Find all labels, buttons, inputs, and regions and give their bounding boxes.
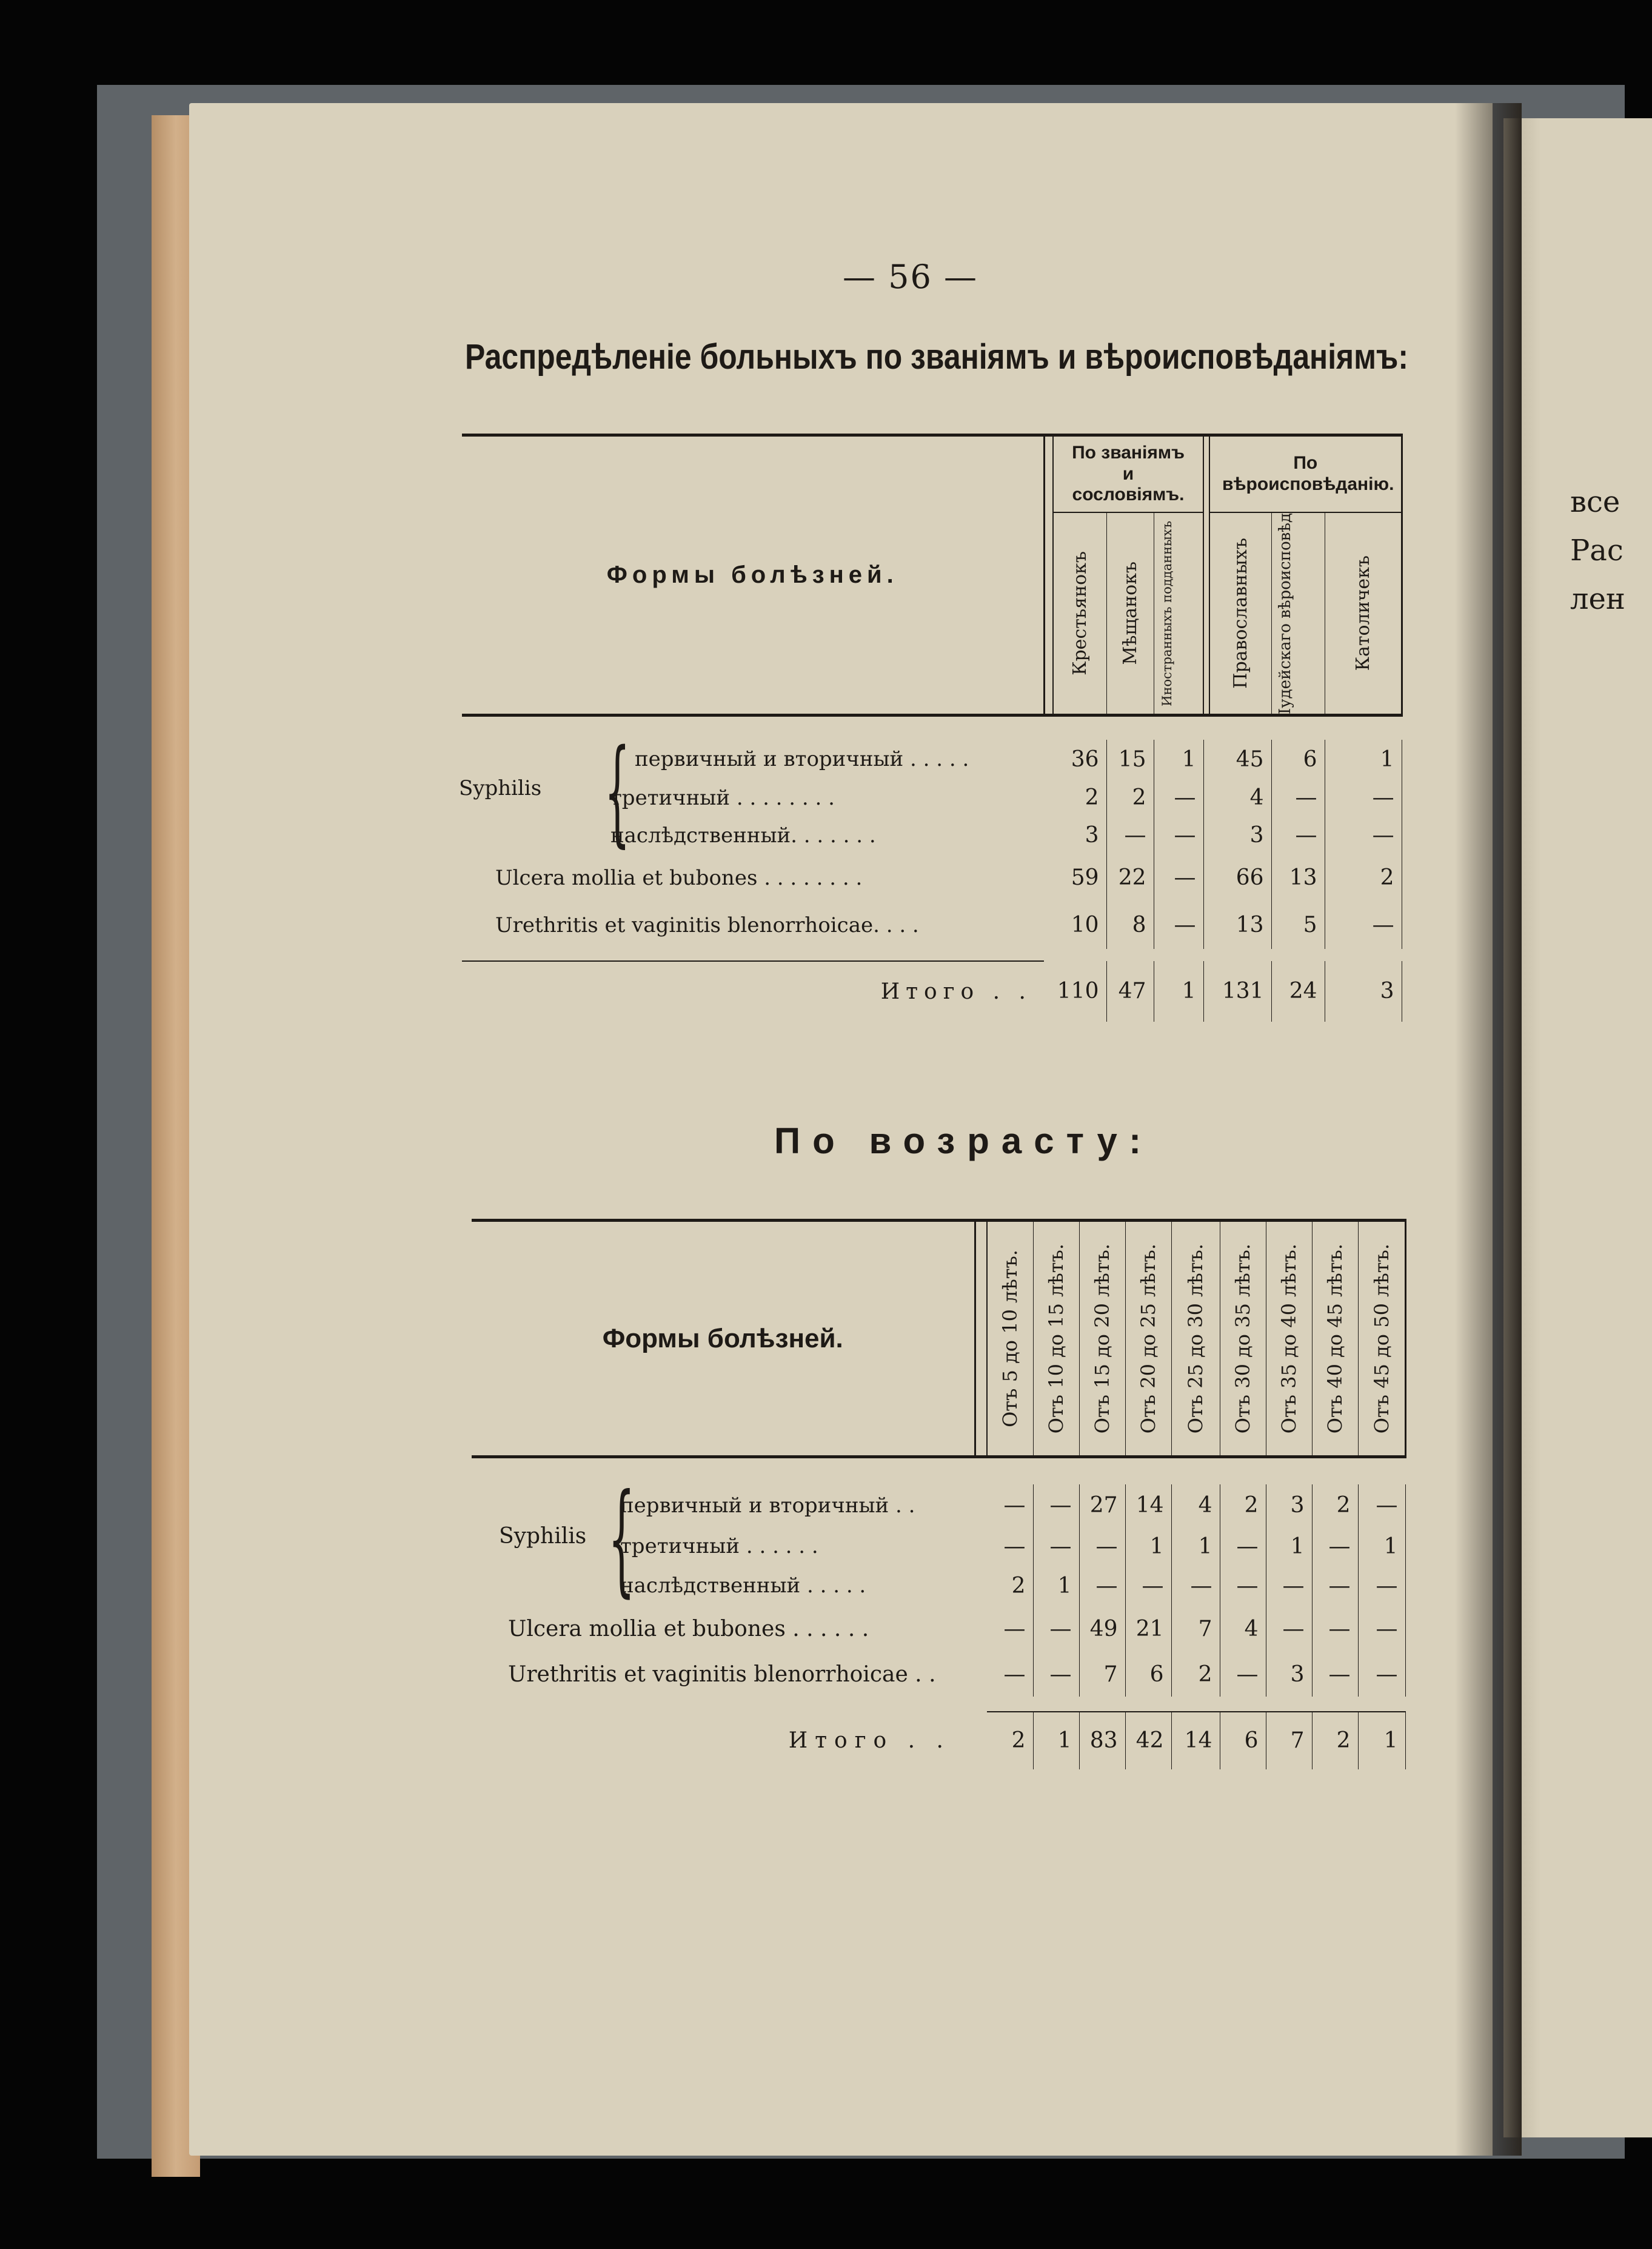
cell: — [1271,779,1325,817]
cell: 7 [1171,1606,1220,1653]
col-header: Иностранныхъ подданныхъ [1159,520,1174,706]
cell: 2 [987,1712,1033,1769]
cell: 1 [1033,1712,1079,1769]
cell: — [987,1653,1033,1697]
cell: 6 [1271,740,1325,779]
cell: 2 [1220,1484,1266,1527]
cell: 1 [1266,1527,1312,1566]
cell: 1 [1033,1566,1079,1606]
cell: — [987,1484,1033,1527]
table-row [462,854,1402,902]
cell: 2 [1171,1653,1220,1697]
col-header: Католичекъ [1352,555,1374,671]
cell: 14 [1125,1484,1171,1527]
cell: 1 [1154,961,1203,1022]
cell: 15 [1106,740,1154,779]
cell: 2 [1325,854,1402,902]
cell: 3 [1053,817,1106,854]
cell: — [1033,1484,1079,1527]
col-header: Отъ 25 до 30 лѣтъ. [1184,1243,1207,1434]
cell: 59 [1053,854,1106,902]
row-label: Ulcera mollia et bubones . . . . . . . . [495,865,863,890]
cell: 14 [1171,1712,1220,1769]
cell: — [1171,1566,1220,1606]
cell: — [1033,1653,1079,1697]
cell: — [1266,1566,1312,1606]
cell: 49 [1079,1606,1125,1653]
row-label: третичный . . . . . . [620,1534,818,1558]
cell: 3 [1325,961,1402,1022]
cell: 7 [1079,1653,1125,1697]
cell: 2 [1312,1712,1358,1769]
row-label: Urethritis et vaginitis blenorrhoicae. . . . [495,913,919,937]
cell: — [1220,1653,1266,1697]
cell: 2 [1106,779,1154,817]
table-row [462,740,1402,779]
cell: 22 [1106,854,1154,902]
forms-header-cell [472,1221,975,1457]
right-page-fragment: лен [1570,582,1625,616]
cell: 6 [1125,1653,1171,1697]
row-label: Ulcera mollia et bubones . . . . . . [508,1617,869,1641]
right-page [1503,118,1652,2137]
cell: 27 [1079,1484,1125,1527]
cell: 24 [1271,961,1325,1022]
col-header: Отъ 40 до 45 лѣтъ. [1323,1243,1346,1434]
cell: 36 [1053,740,1106,779]
syphilis-label: Syphilis [499,1523,587,1549]
col-header: Отъ 35 до 40 лѣтъ. [1277,1243,1300,1434]
cell: 42 [1125,1712,1171,1769]
cell: 13 [1271,854,1325,902]
cell: — [1079,1566,1125,1606]
cell: 45 [1209,740,1271,779]
cell: — [1154,817,1203,854]
cell: 1 [1171,1527,1220,1566]
total-row [472,1712,1405,1769]
cell: 4 [1220,1606,1266,1653]
cell: 1 [1125,1527,1171,1566]
group2-header: По вѣроисповѣданію. [1209,435,1402,512]
cell: — [1220,1527,1266,1566]
table-row [472,1484,1405,1527]
row-label: наслѣдственный . . . . . [620,1574,866,1598]
cell: — [1358,1653,1405,1697]
cell: 131 [1209,961,1271,1022]
cell: — [987,1606,1033,1653]
cell: — [1266,1606,1312,1653]
row-label: первичный и вторичный . . [620,1493,915,1518]
total-label: Итого . . [788,1728,951,1753]
col-header: Крестьянокъ [1069,551,1091,675]
cell: 2 [1312,1484,1358,1527]
table2-title: По возрасту: [774,1121,1154,1161]
cell: 4 [1171,1484,1220,1527]
book-gutter [1455,103,1522,2156]
cell: — [1358,1606,1405,1653]
col-header: Отъ 10 до 15 лѣтъ. [1045,1243,1068,1434]
cell: — [1220,1566,1266,1606]
cell: 7 [1266,1712,1312,1769]
cell: 8 [1106,902,1154,949]
cell: — [1312,1527,1358,1566]
brace: { [608,1467,635,1609]
cell: 2 [987,1566,1033,1606]
cell: — [1325,902,1402,949]
right-page-fragment: все [1570,485,1620,519]
cell: — [987,1527,1033,1566]
cell: 4 [1209,779,1271,817]
row-label: Urethritis et vaginitis blenorrhoicae . . [508,1662,936,1687]
cell: — [1154,854,1203,902]
col-header: Отъ 20 до 25 лѣтъ. [1137,1243,1160,1434]
cell: 3 [1266,1484,1312,1527]
group1-header: По званіямъ и сословіямъ. [1053,435,1203,512]
cell: — [1271,817,1325,854]
cell: 21 [1125,1606,1171,1653]
cell: — [1312,1606,1358,1653]
forms-header: Формы болѣзней. [606,561,898,589]
col-header: Отъ 30 до 35 лѣтъ. [1231,1243,1254,1434]
table-row [472,1653,1405,1697]
table-row [472,1606,1405,1653]
total-label: Итого . . [880,979,1032,1004]
cell: 1 [1154,740,1203,779]
cell: — [1154,902,1203,949]
cell: 2 [1053,779,1106,817]
cell: 83 [1079,1712,1125,1769]
cell: 5 [1271,902,1325,949]
cell: 6 [1220,1712,1266,1769]
cell: — [1033,1527,1079,1566]
rank-religion-table [459,434,1403,1040]
row-label: наслѣдственный. . . . . . . [610,823,876,848]
cell: — [1312,1566,1358,1606]
row-label: третичный . . . . . . . . [610,785,835,810]
page-number: — 56 — [843,258,978,296]
cell: 1 [1358,1712,1405,1769]
cell: 3 [1266,1653,1312,1697]
col-header: Мѣщанокъ [1119,561,1141,665]
cell: 10 [1053,902,1106,949]
cell: — [1154,779,1203,817]
table-row [462,779,1402,817]
cell: — [1106,817,1154,854]
cell: 66 [1209,854,1271,902]
total-row [462,961,1402,1022]
table-row [462,817,1402,854]
cell: 1 [1358,1527,1405,1566]
right-page-fragment: Рас [1570,534,1624,568]
cell: 47 [1106,961,1154,1022]
brace: { [604,724,630,859]
cell: 13 [1209,902,1271,949]
cell: — [1033,1606,1079,1653]
cell: — [1325,817,1402,854]
cell: 3 [1209,817,1271,854]
table-row [462,902,1402,949]
cell: — [1325,779,1402,817]
cell: — [1312,1653,1358,1697]
syphilis-label: Syphilis [459,776,542,800]
col-header: Іудейскаго вѣроисповѣд [1276,512,1295,714]
col-header: Православныхъ [1229,538,1251,689]
cell: — [1125,1566,1171,1606]
cell: — [1358,1484,1405,1527]
cell: 1 [1325,740,1402,779]
row-label: первичный и вторичный . . . . . [635,747,969,772]
col-header: Отъ 5 до 10 лѣтъ. [998,1250,1022,1427]
cell: — [1358,1566,1405,1606]
forms-header: Формы болѣзней. [602,1323,843,1353]
table1-title: Распредѣленіе больныхъ по званіямъ и вѣроисповѣданіямъ: [465,337,1409,377]
age-table [472,1219,1406,1769]
cell: — [1079,1527,1125,1566]
cell: 110 [1053,961,1106,1022]
col-header: Отъ 15 до 20 лѣтъ. [1091,1243,1114,1434]
col-header: Отъ 45 до 50 лѣтъ. [1369,1243,1393,1434]
forms-header-cell [462,435,1044,716]
